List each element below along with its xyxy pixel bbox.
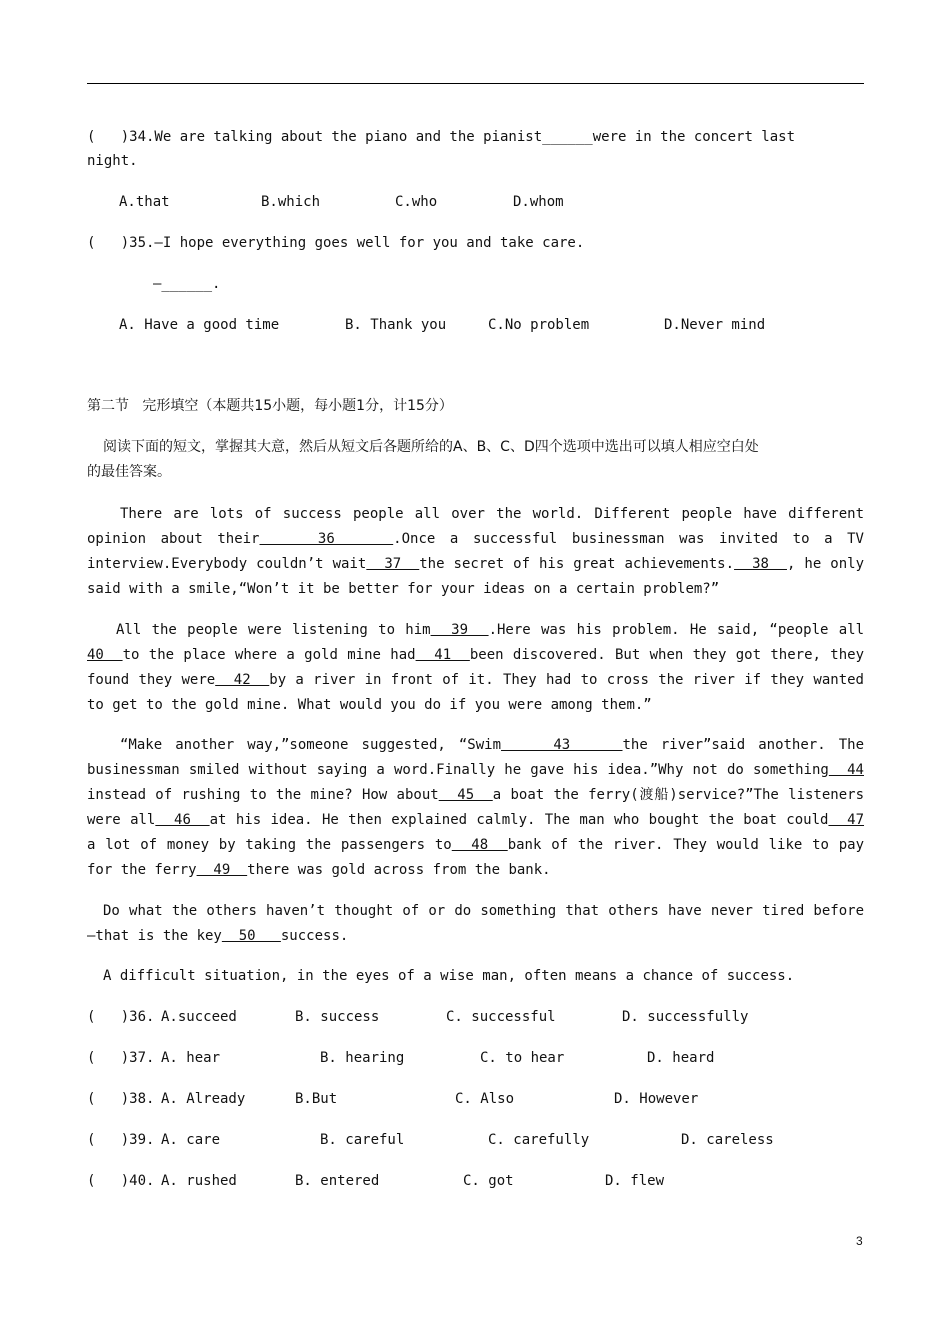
passage-line: instead of rushing to the mine? How about 45 a boat the ferry(渡船)service?”The listeners [87,787,864,803]
passage-line: to get to the gold mine. What would you do if you were among them.” [87,697,652,713]
blank-47: 47 [828,812,865,828]
q36-option-a: A.succeed [161,1009,237,1025]
q37-option-a: A. hear [161,1050,221,1066]
q35-option-b: B. Thank you [345,317,447,333]
passage-line: for the ferry 49 there was gold across from the bank. [87,862,551,878]
passage-line: said with a smile,“Won’t it be better for your ideas on a certain problem?” [87,581,720,597]
q38-option-c: C. Also [455,1091,515,1107]
blank-43: 43 [501,737,623,753]
passage-line: were all 46 at his idea. He then explained calmly. The man who bought the boat could 47 [87,812,865,828]
q39-number: ( )39. [87,1132,155,1148]
passage-line: 40 to the place where a gold mine had 41 been discovered. But when they got there, they [87,647,865,663]
q40-option-d: D. flew [605,1173,665,1189]
passage-line: interview.Everybody couldn’t wait 37 the secret of his great achievements. 38 , he only [87,556,864,572]
passage-line: opinion about their 36 .Once a successful businessman was invited to a TV [87,531,864,547]
passage-line: All the people were listening to him 39 .Here was his problem. He said, “people all [116,622,865,638]
blank-37: 37 [366,556,420,572]
q36-number: ( )36. [87,1009,155,1025]
blank-46: 46 [155,812,210,828]
q35-option-d: D.Never mind [664,317,766,333]
q40-option-c: C. got [463,1173,514,1189]
q37-option-b: B. hearing [320,1050,405,1066]
q34-stem-cont: night. [87,153,138,169]
blank-44: 44 [828,762,864,778]
passage-line: a lot of money by taking the passengers to 48 bank of the river. They would like to pay [87,837,865,853]
q38-number: ( )38. [87,1091,155,1107]
passage-line: Do what the others haven’t thought of or do something that others have never tired before [103,903,864,919]
q34-option-b: B.which [261,194,321,210]
passage-line: —that is the key 50 success. [87,928,349,944]
q38-option-a: A. Already [161,1091,246,1107]
q36-option-b: B. success [295,1009,380,1025]
q39-option-a: A. care [161,1132,221,1148]
blank-48: 48 [451,837,508,853]
q34-option-d: D.whom [513,194,564,210]
q40-number: ( )40. [87,1173,155,1189]
q35-reply: —______. [153,276,221,292]
q38-option-b: B.But [295,1091,338,1107]
blank-38: 38 [734,556,787,572]
q35-option-a: A. Have a good time [119,317,280,333]
passage-line: There are lots of success people all over the world. Different people have different [120,506,864,522]
q39-option-b: B. careful [320,1132,405,1148]
q37-option-c: C. to hear [480,1050,565,1066]
q36-option-d: D. successfully [622,1009,749,1025]
page-number: 3 [856,1234,863,1248]
q34-option-a: A.that [119,194,170,210]
q34-stem: ( )34.We are talking about the piano and the pianist______were in the concert last [87,129,796,145]
q37-number: ( )37. [87,1050,155,1066]
q38-option-d: D. However [614,1091,699,1107]
q35-stem: ( )35.—I hope everything goes well for you and take care. [87,235,585,251]
q40-option-b: B. entered [295,1173,380,1189]
passage-line: businessman smiled without saying a word.Finally he gave his idea.”Why not do something 44 [87,762,864,778]
blank-39: 39 [430,622,489,638]
q35-option-c: C.No problem [488,317,590,333]
blank-36: 36 [259,531,394,547]
q39-option-d: D. careless [681,1132,774,1148]
q36-option-c: C. successful [446,1009,556,1025]
blank-50: 50 [221,928,281,944]
q37-option-d: D. heard [647,1050,715,1066]
q40-option-a: A. rushed [161,1173,237,1189]
q34-option-c: C.who [395,194,438,210]
header-rule [87,83,864,84]
section-heading: 第二节 完形填空（本题共15小题，每小题1分，计15分） [87,398,453,414]
blank-40: 40 [87,647,123,663]
blank-41: 41 [415,647,470,663]
passage-closing: A difficult situation, in the eyes of a wise man, often means a chance of success. [103,968,795,984]
passage-line: found they were 42 by a river in front of it. They had to cross the river if they wanted [87,672,864,688]
q39-option-c: C. carefully [488,1132,590,1148]
section-instructions-cont: 的最佳答案。 [87,464,171,480]
section-instructions: 阅读下面的短文，掌握其大意，然后从短文后各题所给的A、B、C、D四个选项中选出可以填人相应空白处 [103,439,759,455]
blank-45: 45 [438,787,493,803]
blank-49: 49 [196,862,248,878]
passage-line: “Make another way,”someone suggested, “Swim 43 the river”said another. The [120,737,865,753]
blank-42: 42 [215,672,270,688]
